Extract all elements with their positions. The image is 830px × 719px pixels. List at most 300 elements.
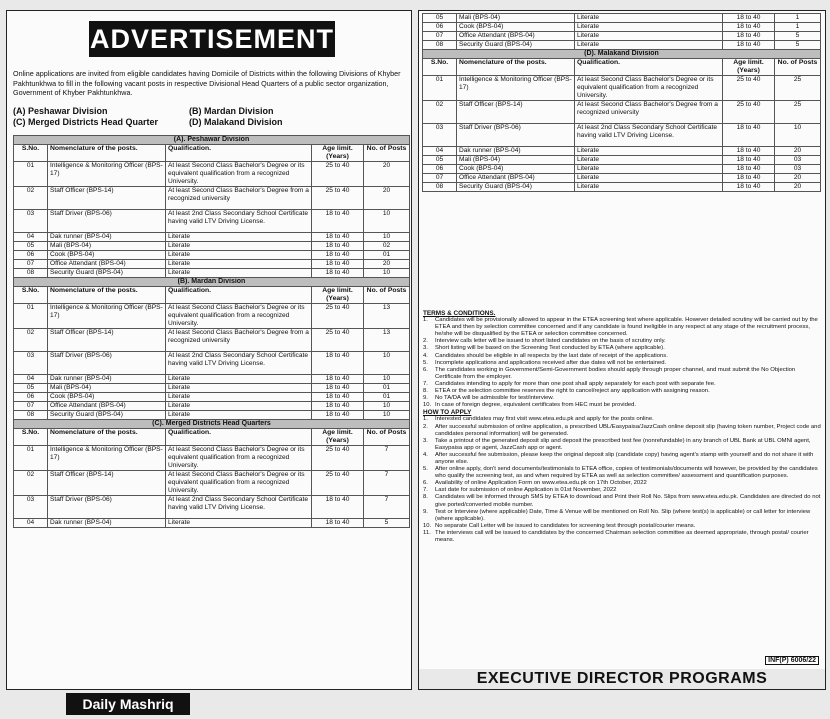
header-sno: S.No. bbox=[14, 287, 48, 304]
header-sno: S.No. bbox=[14, 145, 48, 162]
apply-item bbox=[423, 523, 821, 530]
term-item-number: 5. bbox=[423, 359, 428, 366]
serial-cell: 03 bbox=[14, 352, 48, 375]
table-row bbox=[423, 156, 821, 165]
serial-cell: 05 bbox=[14, 384, 48, 393]
serial-cell: 04 bbox=[423, 147, 457, 156]
age-limit-cell: 25 to 40 bbox=[723, 101, 775, 124]
intro-text: Online applications are invited from eligible candidates having Domicile of Districts within the following Divisions of Khyber Pakhtunkhwa to fill in the following vacant posts in respective Divisional Head Quarters of a public sector organization, Government of Khyber Pakhtunkhwa. bbox=[13, 69, 401, 97]
post-count-cell: 7 bbox=[364, 446, 410, 471]
post-name-cell: Staff Officer (BPS-14) bbox=[48, 187, 166, 210]
table-row bbox=[14, 210, 410, 233]
post-name-cell: Intelligence & Monitoring Officer (BPS-17) bbox=[457, 76, 575, 101]
table-row bbox=[14, 402, 410, 411]
post-name-cell: Intelligence & Monitoring Officer (BPS-17) bbox=[48, 304, 166, 329]
apply-item-number: 9. bbox=[423, 508, 428, 515]
qualification-cell: At least 2nd Class Secondary School Certificate having valid LTV Driving License. bbox=[166, 496, 312, 519]
serial-cell: 06 bbox=[423, 23, 457, 32]
serial-cell: 03 bbox=[14, 496, 48, 519]
table-row bbox=[14, 411, 410, 420]
age-limit-cell: 18 to 40 bbox=[312, 411, 364, 420]
post-count-cell: 20 bbox=[775, 183, 821, 192]
header-age: Age limit. (Years) bbox=[723, 59, 775, 76]
header-age: Age limit. (Years) bbox=[312, 287, 364, 304]
post-name-cell: Staff Officer (BPS-14) bbox=[48, 471, 166, 496]
term-item bbox=[423, 388, 821, 395]
post-count-cell: 10 bbox=[364, 402, 410, 411]
apply-item-number: 3. bbox=[423, 437, 428, 444]
age-limit-cell: 18 to 40 bbox=[312, 210, 364, 233]
age-limit-cell: 25 to 40 bbox=[312, 162, 364, 187]
post-count-cell: 20 bbox=[364, 260, 410, 269]
division-a: (A) Peshawar Division bbox=[13, 106, 108, 116]
division-d: (D) Malakand Division bbox=[189, 117, 283, 127]
post-name-cell: Security Guard (BPS-04) bbox=[457, 41, 575, 50]
apply-item bbox=[423, 438, 821, 452]
apply-item-text: Take a printout of the generated deposit slip and deposit the prescribed test fee (nonrefundable) in any branch of UBL Bank at UBL OMNI agent, Easypaisa app or agent, JazzCash app or agent. bbox=[435, 437, 811, 451]
post-name-cell: Dak runner (BPS-04) bbox=[48, 519, 166, 528]
qualification-cell: Literate bbox=[166, 242, 312, 251]
qualification-cell: At least Second Class Bachelor's Degree or its equivalent qualification from a recognized University. bbox=[166, 162, 312, 187]
table-row bbox=[14, 233, 410, 242]
table-row bbox=[423, 23, 821, 32]
term-item bbox=[423, 317, 821, 338]
division-b: (B) Mardan Division bbox=[189, 106, 274, 116]
table-row bbox=[14, 251, 410, 260]
left-column bbox=[6, 10, 412, 690]
age-limit-cell: 18 to 40 bbox=[312, 233, 364, 242]
table-row bbox=[423, 41, 821, 50]
post-count-cell: 02 bbox=[364, 242, 410, 251]
header-qual: Qualification. bbox=[166, 287, 312, 304]
post-count-cell: 5 bbox=[775, 41, 821, 50]
age-limit-cell: 18 to 40 bbox=[723, 183, 775, 192]
apply-item-text: Candidates will be informed through SMS by ETEA to download and Print their Roll No. Slips from www.etea.edu.pk. Candidates are directed do not give ported/converted mobile number. bbox=[435, 494, 821, 508]
terms-list bbox=[423, 317, 821, 409]
qualification-cell: Literate bbox=[166, 384, 312, 393]
serial-cell: 04 bbox=[14, 519, 48, 528]
term-item-number: 10. bbox=[423, 402, 432, 409]
apply-item bbox=[423, 487, 821, 494]
term-item bbox=[423, 360, 821, 367]
apply-item bbox=[423, 480, 821, 487]
qualification-cell: Literate bbox=[166, 393, 312, 402]
term-item bbox=[423, 345, 821, 352]
table-row bbox=[14, 162, 410, 187]
post-name-cell: Staff Driver (BPS-06) bbox=[457, 124, 575, 147]
table-row bbox=[423, 174, 821, 183]
term-item-number: 1. bbox=[423, 317, 428, 324]
qualification-cell: Literate bbox=[166, 519, 312, 528]
post-name-cell: Mali (BPS-04) bbox=[457, 156, 575, 165]
table-row bbox=[14, 352, 410, 375]
serial-cell: 05 bbox=[14, 242, 48, 251]
serial-cell: 08 bbox=[423, 41, 457, 50]
term-item bbox=[423, 338, 821, 345]
post-name-cell: Security Guard (BPS-04) bbox=[48, 269, 166, 278]
apply-item-number: 1. bbox=[423, 416, 428, 423]
header-sno: S.No. bbox=[423, 59, 457, 76]
age-limit-cell: 18 to 40 bbox=[312, 242, 364, 251]
table-header-row bbox=[14, 287, 410, 304]
apply-item-text: After successful fee submission, please keep the original deposit slip (candidate copy) having agent's stamp with yourself and do not share it with anyone else. bbox=[435, 451, 814, 465]
post-name-cell: Security Guard (BPS-04) bbox=[457, 183, 575, 192]
age-limit-cell: 18 to 40 bbox=[723, 156, 775, 165]
post-count-cell: 10 bbox=[364, 269, 410, 278]
apply-item-number: 11. bbox=[423, 529, 431, 536]
post-name-cell: Dak runner (BPS-04) bbox=[48, 375, 166, 384]
apply-item-text: No separate Call Letter will be issued to candidates for screening test through postal/courier means. bbox=[435, 522, 696, 529]
qualification-cell: At least Second Class Bachelor's Degree from a recognized university bbox=[166, 187, 312, 210]
apply-item bbox=[423, 494, 821, 508]
post-name-cell: Office Attendant (BPS-04) bbox=[48, 402, 166, 411]
table-row bbox=[14, 242, 410, 251]
term-item bbox=[423, 381, 821, 388]
post-name-cell: Dak runner (BPS-04) bbox=[457, 147, 575, 156]
qualification-cell: Literate bbox=[166, 233, 312, 242]
post-name-cell: Staff Officer (BPS-14) bbox=[48, 329, 166, 352]
section-title: (C). Merged Districts Head Quarters bbox=[14, 420, 410, 429]
serial-cell: 02 bbox=[14, 329, 48, 352]
serial-cell: 06 bbox=[423, 165, 457, 174]
serial-cell: 01 bbox=[423, 76, 457, 101]
qualification-cell: Literate bbox=[166, 269, 312, 278]
post-name-cell: Office Attendant (BPS-04) bbox=[457, 32, 575, 41]
post-count-cell: 10 bbox=[364, 210, 410, 233]
age-limit-cell: 18 to 40 bbox=[312, 375, 364, 384]
table-row bbox=[14, 384, 410, 393]
apply-item-number: 10. bbox=[423, 522, 432, 529]
table-row bbox=[14, 519, 410, 528]
section-title-row bbox=[423, 50, 821, 59]
post-name-cell: Office Attendant (BPS-04) bbox=[48, 260, 166, 269]
serial-cell: 02 bbox=[423, 101, 457, 124]
age-limit-cell: 18 to 40 bbox=[723, 147, 775, 156]
section-title-row bbox=[14, 420, 410, 429]
apply-item-text: Test or Interview (where applicable) Date, Time & Venue will be mentioned on Roll No. Slip (where test(s) is applicable) or call letter for interview (where applicable). bbox=[435, 508, 811, 522]
apply-list bbox=[423, 416, 821, 544]
qualification-cell: Literate bbox=[166, 260, 312, 269]
header-qual: Qualification. bbox=[166, 429, 312, 446]
header-posts: No. of Posts bbox=[364, 145, 410, 162]
apply-item-text: Last date for submission of online Application is 01st November, 2022 bbox=[435, 487, 617, 494]
serial-cell: 08 bbox=[423, 183, 457, 192]
header-post: Nomenclature of the posts. bbox=[457, 59, 575, 76]
apply-item-text: After successful submission of online application, a prescribed UBL/Easypaisa/JazzCash online deposit slip (having token number, Project code and candidates personal information) will be generated. bbox=[435, 423, 821, 437]
division-c: (C) Merged Districts Head Quarter bbox=[13, 117, 159, 127]
reference-code: INF(P) 6006/22 bbox=[765, 656, 819, 665]
table-row bbox=[14, 471, 410, 496]
table-row bbox=[14, 269, 410, 278]
term-item-number: 8. bbox=[423, 388, 428, 395]
qualification-cell: At least Second Class Bachelor's Degree or its equivalent qualification from a recognized University. bbox=[166, 471, 312, 496]
age-limit-cell: 18 to 40 bbox=[723, 41, 775, 50]
post-count-cell: 10 bbox=[364, 233, 410, 242]
post-count-cell: 10 bbox=[775, 124, 821, 147]
term-item bbox=[423, 353, 821, 360]
age-limit-cell: 25 to 40 bbox=[312, 329, 364, 352]
term-item-text: Candidates will be provisionally allowed to appear in the ETEA screening test where applicable. However detailed scrutiny will be carried out by the ETEA and then by selection committee concerned and if any candidate is found ineligible in any respect at any stage of the recruitment process, he/she will be disqualified by the ETEA or selection committee concerned. bbox=[435, 317, 818, 338]
apply-item bbox=[423, 424, 821, 438]
serial-cell: 05 bbox=[423, 156, 457, 165]
table-header-row bbox=[423, 59, 821, 76]
serial-cell: 07 bbox=[14, 402, 48, 411]
term-item-number: 4. bbox=[423, 352, 428, 359]
term-item-number: 7. bbox=[423, 380, 428, 387]
post-name-cell: Cook (BPS-04) bbox=[48, 393, 166, 402]
post-count-cell: 7 bbox=[364, 471, 410, 496]
apply-item bbox=[423, 466, 821, 480]
newspaper-masthead: Daily Mashriq bbox=[66, 693, 190, 715]
table-row bbox=[14, 496, 410, 519]
header-sno: S.No. bbox=[14, 429, 48, 446]
age-limit-cell: 18 to 40 bbox=[723, 32, 775, 41]
term-item-number: 3. bbox=[423, 345, 428, 352]
apply-heading: HOW TO APPLY bbox=[423, 409, 472, 417]
post-count-cell: 13 bbox=[364, 329, 410, 352]
apply-item bbox=[423, 530, 821, 544]
table-row bbox=[14, 375, 410, 384]
post-count-cell: 5 bbox=[775, 32, 821, 41]
age-limit-cell: 25 to 40 bbox=[312, 446, 364, 471]
qualification-cell: At least Second Class Bachelor's Degree or its equivalent qualification from a recognized University. bbox=[575, 76, 723, 101]
apply-item-number: 4. bbox=[423, 451, 428, 458]
header-posts: No. of Posts bbox=[775, 59, 821, 76]
table-row bbox=[423, 147, 821, 156]
age-limit-cell: 18 to 40 bbox=[312, 496, 364, 519]
terms-heading: TERMS & CONDITIONS. bbox=[423, 310, 496, 317]
term-item-text: Candidates intending to apply for more than one post shall apply separately for each post with separate fee. bbox=[435, 380, 716, 387]
serial-cell: 01 bbox=[14, 304, 48, 329]
post-name-cell: Staff Driver (BPS-06) bbox=[48, 496, 166, 519]
age-limit-cell: 18 to 40 bbox=[312, 402, 364, 411]
qualification-cell: At least 2nd Class Secondary School Certificate having valid LTV Driving License. bbox=[166, 352, 312, 375]
post-count-cell: 13 bbox=[364, 304, 410, 329]
apply-item-number: 6. bbox=[423, 480, 428, 487]
qualification-cell: At least 2nd Class Secondary School Certificate having valid LTV Driving License. bbox=[575, 124, 723, 147]
post-name-cell: Intelligence & Monitoring Officer (BPS-17) bbox=[48, 446, 166, 471]
serial-cell: 06 bbox=[14, 393, 48, 402]
age-limit-cell: 18 to 40 bbox=[723, 165, 775, 174]
term-item-text: Incomplete applications and applications received after due dates will not be entertained. bbox=[435, 359, 667, 366]
apply-item-number: 7. bbox=[423, 487, 428, 494]
section-title: (D). Malakand Division bbox=[423, 50, 821, 59]
qualification-cell: Literate bbox=[575, 14, 723, 23]
age-limit-cell: 18 to 40 bbox=[723, 124, 775, 147]
term-item-text: In case of foreign degree, equivalent certificates from HEC must be provided. bbox=[435, 402, 637, 409]
qualification-cell: Literate bbox=[575, 147, 723, 156]
table-row bbox=[14, 304, 410, 329]
age-limit-cell: 18 to 40 bbox=[312, 519, 364, 528]
apply-item bbox=[423, 509, 821, 523]
post-count-cell: 7 bbox=[364, 496, 410, 519]
qualification-cell: Literate bbox=[166, 251, 312, 260]
apply-item-text: The interviews call will be issued to candidates by the concerned Chairman selection committee as deemed appropriate, through postal/ courier means. bbox=[435, 529, 809, 543]
qualification-cell: Literate bbox=[575, 183, 723, 192]
apply-item-number: 8. bbox=[423, 494, 428, 501]
post-name-cell: Cook (BPS-04) bbox=[48, 251, 166, 260]
age-limit-cell: 18 to 40 bbox=[312, 352, 364, 375]
serial-cell: 01 bbox=[14, 446, 48, 471]
apply-item-number: 2. bbox=[423, 423, 428, 430]
table-row bbox=[423, 76, 821, 101]
post-name-cell: Security Guard (BPS-04) bbox=[48, 411, 166, 420]
posts-table-right bbox=[422, 13, 821, 192]
table-row bbox=[14, 393, 410, 402]
section-title-row bbox=[14, 136, 410, 145]
post-count-cell: 01 bbox=[364, 384, 410, 393]
serial-cell: 06 bbox=[14, 251, 48, 260]
age-limit-cell: 25 to 40 bbox=[312, 471, 364, 496]
post-name-cell: Cook (BPS-04) bbox=[457, 23, 575, 32]
table-header-row bbox=[14, 145, 410, 162]
post-count-cell: 01 bbox=[364, 393, 410, 402]
qualification-cell: At least Second Class Bachelor's Degree from a recognized university bbox=[166, 329, 312, 352]
post-count-cell: 10 bbox=[364, 375, 410, 384]
table-row bbox=[14, 260, 410, 269]
apply-item bbox=[423, 416, 821, 423]
serial-cell: 01 bbox=[14, 162, 48, 187]
qualification-cell: At least Second Class Bachelor's Degree or its equivalent qualification from a recognized University. bbox=[166, 304, 312, 329]
table-row bbox=[423, 14, 821, 23]
age-limit-cell: 25 to 40 bbox=[312, 304, 364, 329]
qualification-cell: Literate bbox=[575, 32, 723, 41]
header-post: Nomenclature of the posts. bbox=[48, 287, 166, 304]
term-item-text: No TA/DA will be admissible for test/interview. bbox=[435, 395, 554, 402]
age-limit-cell: 18 to 40 bbox=[312, 393, 364, 402]
term-item-text: Short listing will be based on the Screening Test conducted by ETEA (where applicable). bbox=[435, 345, 665, 352]
post-count-cell: 10 bbox=[364, 352, 410, 375]
serial-cell: 05 bbox=[423, 14, 457, 23]
header-posts: No. of Posts bbox=[364, 429, 410, 446]
term-item-number: 6. bbox=[423, 366, 428, 373]
table-row bbox=[14, 446, 410, 471]
section-title-row bbox=[14, 278, 410, 287]
post-count-cell: 03 bbox=[775, 156, 821, 165]
post-count-cell: 20 bbox=[364, 162, 410, 187]
serial-cell: 02 bbox=[14, 471, 48, 496]
table-header-row bbox=[14, 429, 410, 446]
header-age: Age limit. (Years) bbox=[312, 145, 364, 162]
executive-director-footer: EXECUTIVE DIRECTOR PROGRAMS bbox=[419, 669, 825, 689]
qualification-cell: Literate bbox=[575, 174, 723, 183]
age-limit-cell: 18 to 40 bbox=[312, 269, 364, 278]
serial-cell: 08 bbox=[14, 269, 48, 278]
apply-item bbox=[423, 452, 821, 466]
table-row bbox=[423, 32, 821, 41]
term-item-text: Candidates should be eligible in all respects by the last date of receipt of the applications. bbox=[435, 352, 668, 359]
post-name-cell: Mali (BPS-04) bbox=[48, 242, 166, 251]
post-count-cell: 25 bbox=[775, 76, 821, 101]
serial-cell: 04 bbox=[14, 375, 48, 384]
serial-cell: 03 bbox=[423, 124, 457, 147]
serial-cell: 03 bbox=[14, 210, 48, 233]
section-title: (B). Mardan Division bbox=[14, 278, 410, 287]
term-item bbox=[423, 402, 821, 409]
post-name-cell: Office Attendant (BPS-04) bbox=[457, 174, 575, 183]
age-limit-cell: 18 to 40 bbox=[312, 384, 364, 393]
header-qual: Qualification. bbox=[575, 59, 723, 76]
post-name-cell: Staff Driver (BPS-06) bbox=[48, 210, 166, 233]
header-post: Nomenclature of the posts. bbox=[48, 145, 166, 162]
post-count-cell: 03 bbox=[775, 165, 821, 174]
post-count-cell: 5 bbox=[364, 519, 410, 528]
apply-item-text: Interested candidates may first visit www.etea.edu.pk and apply for the posts online. bbox=[435, 416, 654, 423]
qualification-cell: Literate bbox=[166, 411, 312, 420]
header-qual: Qualification. bbox=[166, 145, 312, 162]
post-name-cell: Mali (BPS-04) bbox=[457, 14, 575, 23]
post-count-cell: 01 bbox=[364, 251, 410, 260]
table-row bbox=[14, 329, 410, 352]
post-count-cell: 20 bbox=[775, 174, 821, 183]
post-name-cell: Dak runner (BPS-04) bbox=[48, 233, 166, 242]
serial-cell: 07 bbox=[423, 174, 457, 183]
apply-item-text: Availability of online Application Form on www.etea.edu.pk on 17th October, 2022 bbox=[435, 480, 647, 487]
post-name-cell: Cook (BPS-04) bbox=[457, 165, 575, 174]
serial-cell: 02 bbox=[14, 187, 48, 210]
section-title: (A). Peshawar Division bbox=[14, 136, 410, 145]
qualification-cell: Literate bbox=[575, 156, 723, 165]
post-name-cell: Staff Driver (BPS-06) bbox=[48, 352, 166, 375]
post-count-cell: 20 bbox=[775, 147, 821, 156]
age-limit-cell: 18 to 40 bbox=[723, 174, 775, 183]
post-count-cell: 20 bbox=[364, 187, 410, 210]
term-item bbox=[423, 395, 821, 402]
term-item-text: The candidates working in Government/Semi-Government bodies should apply through proper channel, and must submit the No Objection Certificate from the employer. bbox=[435, 366, 796, 380]
serial-cell: 07 bbox=[14, 260, 48, 269]
age-limit-cell: 18 to 40 bbox=[723, 14, 775, 23]
division-list bbox=[13, 106, 409, 128]
table-row bbox=[423, 165, 821, 174]
serial-cell: 04 bbox=[14, 233, 48, 242]
header-post: Nomenclature of the posts. bbox=[48, 429, 166, 446]
table-row bbox=[14, 187, 410, 210]
age-limit-cell: 25 to 40 bbox=[312, 187, 364, 210]
advertisement-banner: ADVERTISEMENT bbox=[89, 21, 335, 57]
table-row bbox=[423, 101, 821, 124]
apply-item-number: 5. bbox=[423, 466, 428, 473]
term-item-number: 9. bbox=[423, 395, 428, 402]
qualification-cell: Literate bbox=[575, 165, 723, 174]
header-age: Age limit. (Years) bbox=[312, 429, 364, 446]
term-item bbox=[423, 367, 821, 381]
table-row bbox=[423, 124, 821, 147]
post-name-cell: Intelligence & Monitoring Officer (BPS-17) bbox=[48, 162, 166, 187]
post-count-cell: 10 bbox=[364, 411, 410, 420]
term-item-text: ETEA or the selection committee reserves the right to cancel/reject any application with assigning reason. bbox=[435, 388, 710, 395]
post-count-cell: 1 bbox=[775, 23, 821, 32]
right-column bbox=[418, 10, 826, 690]
table-row bbox=[423, 183, 821, 192]
qualification-cell: Literate bbox=[166, 375, 312, 384]
serial-cell: 07 bbox=[423, 32, 457, 41]
age-limit-cell: 25 to 40 bbox=[723, 76, 775, 101]
post-count-cell: 25 bbox=[775, 101, 821, 124]
serial-cell: 08 bbox=[14, 411, 48, 420]
apply-item-text: After online apply, don't send documents/testimonials to ETEA office, copies of testimonials/documents will however, be provided by the candidates who qualify the screening test, as and when required by ETEA as well as selection committee/ assessment and quantification purposes. bbox=[435, 466, 818, 480]
qualification-cell: Literate bbox=[166, 402, 312, 411]
age-limit-cell: 18 to 40 bbox=[312, 260, 364, 269]
posts-table-left bbox=[13, 135, 410, 528]
qualification-cell: At least Second Class Bachelor's Degree from a recognized university bbox=[575, 101, 723, 124]
post-count-cell: 1 bbox=[775, 14, 821, 23]
qualification-cell: At least Second Class Bachelor's Degree or its equivalent qualification from a recognized University. bbox=[166, 446, 312, 471]
age-limit-cell: 18 to 40 bbox=[312, 251, 364, 260]
qualification-cell: At least 2nd Class Secondary School Certificate having valid LTV Driving License. bbox=[166, 210, 312, 233]
term-item-number: 2. bbox=[423, 338, 428, 345]
post-name-cell: Mali (BPS-04) bbox=[48, 384, 166, 393]
age-limit-cell: 18 to 40 bbox=[723, 23, 775, 32]
